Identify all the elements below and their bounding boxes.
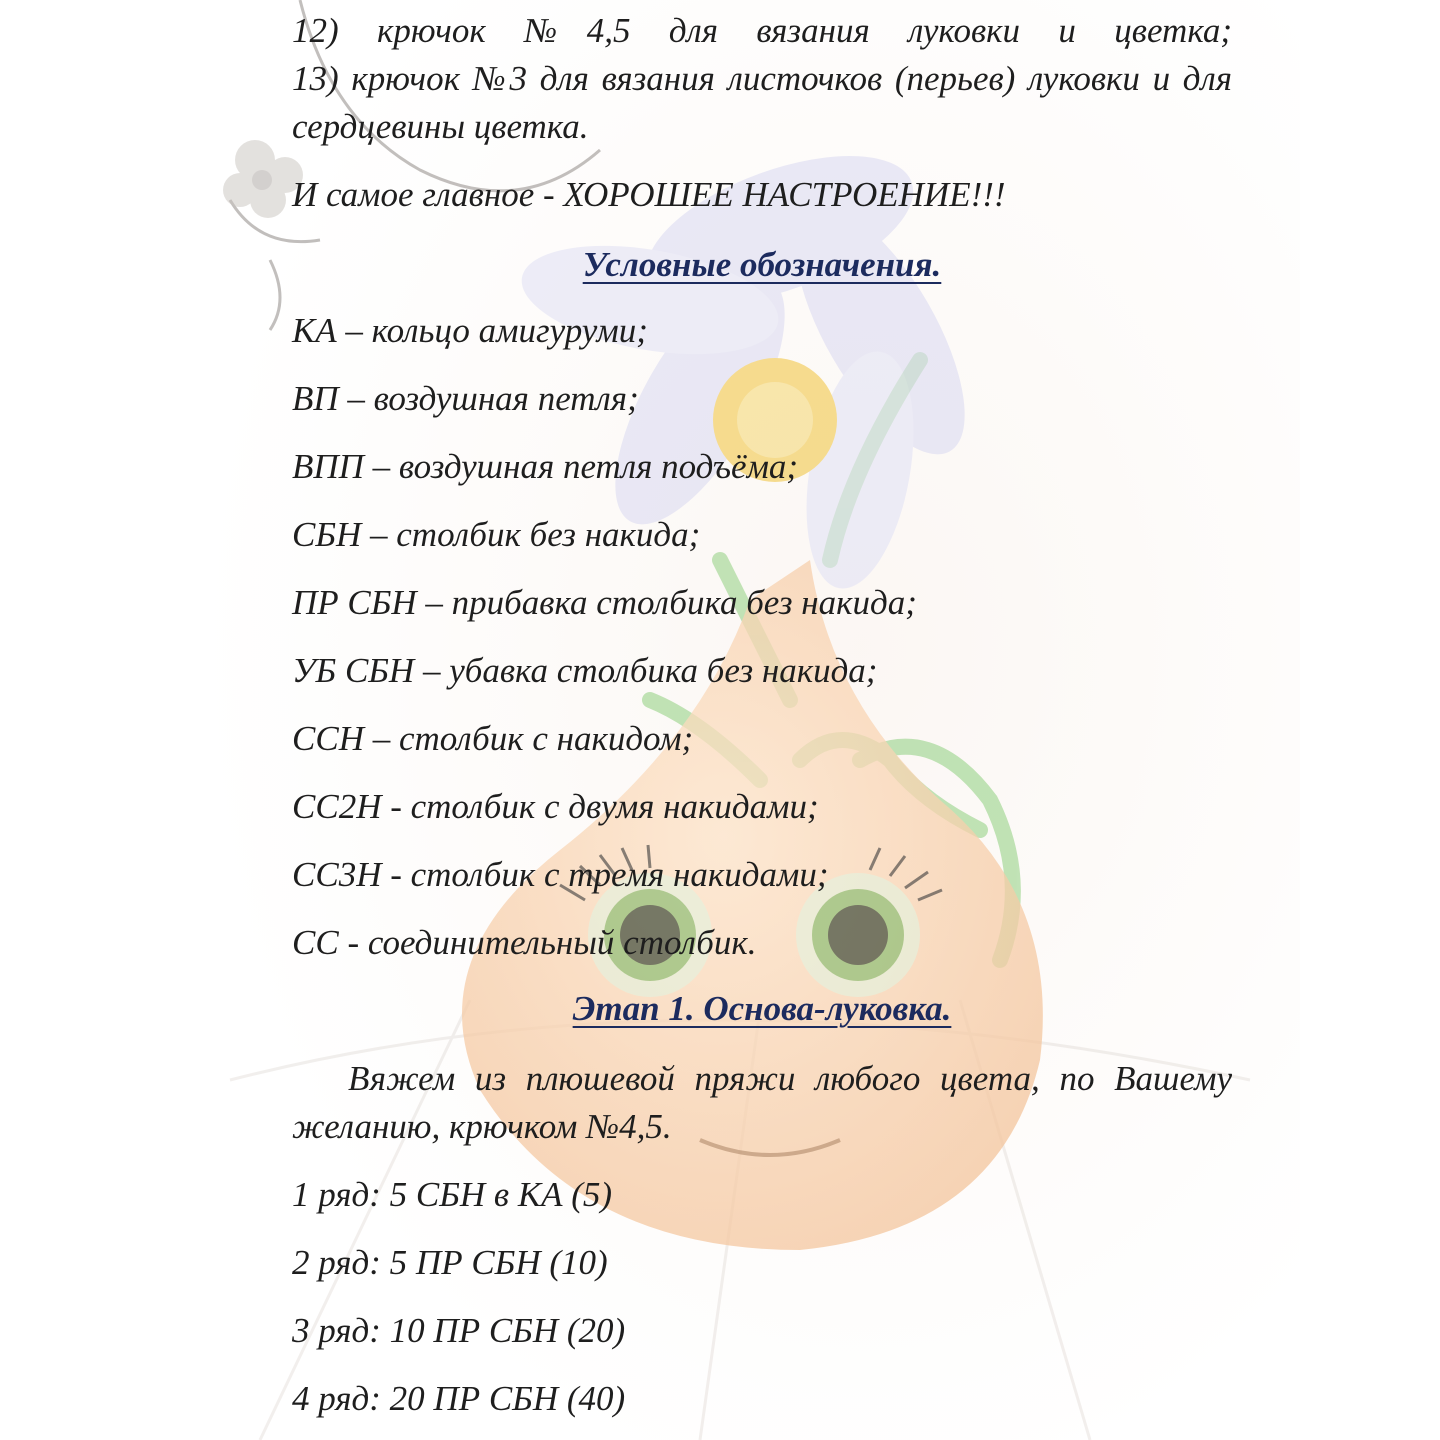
legend-item: КА – кольцо амигуруми; — [292, 311, 648, 350]
legend-item: СС3Н - столбик с тремя накидами; — [292, 855, 829, 894]
tool-item-12: 12) крючок №4,5 для вязания луковки и цветка; — [292, 11, 1232, 50]
row-instruction: 2 ряд: 5 ПР СБН (10) — [292, 1243, 608, 1282]
legend-item: ССН – столбик с накидом; — [292, 719, 694, 758]
legend-heading: Условные обозначения. — [582, 245, 942, 284]
row-instruction: 1 ряд: 5 СБН в КА (5) — [292, 1175, 613, 1214]
legend-item: ПР СБН – прибавка столбика без накида; — [292, 583, 917, 622]
source-header — [292, 0, 1232, 4]
main-note: И самое главное - ХОРОШЕЕ НАСТРОЕНИЕ!!! — [292, 175, 1006, 214]
legend-item: СС - соединительный столбик. — [292, 923, 757, 962]
stage1-intro-line2: желанию, крючком №4,5. — [292, 1107, 672, 1146]
legend-item: УБ СБН – убавка столбика без накида; — [292, 651, 878, 690]
legend-item: СБН – столбик без накида; — [292, 515, 701, 554]
stage1-heading: Этап 1. Основа-луковка. — [572, 989, 952, 1028]
legend-item: СС2Н - столбик с двумя накидами; — [292, 787, 819, 826]
legend-item: ВП – воздушная петля; — [292, 379, 639, 418]
tool-item-13-line1: 13) крючок №3 для вязания листочков (перьев) луковки и для — [292, 59, 1232, 98]
row-instruction: 3 ряд: 10 ПР СБН (20) — [292, 1311, 626, 1350]
legend-item: ВПП – воздушная петля подъёма; — [292, 447, 799, 486]
stage1-intro-line1: Вяжем из плюшевой пряжи любого цвета, по Вашему — [348, 1059, 1232, 1098]
tool-item-13-line2: сердцевины цветка. — [292, 107, 589, 146]
row-instruction: 4 ряд: 20 ПР СБН (40) — [292, 1379, 626, 1418]
